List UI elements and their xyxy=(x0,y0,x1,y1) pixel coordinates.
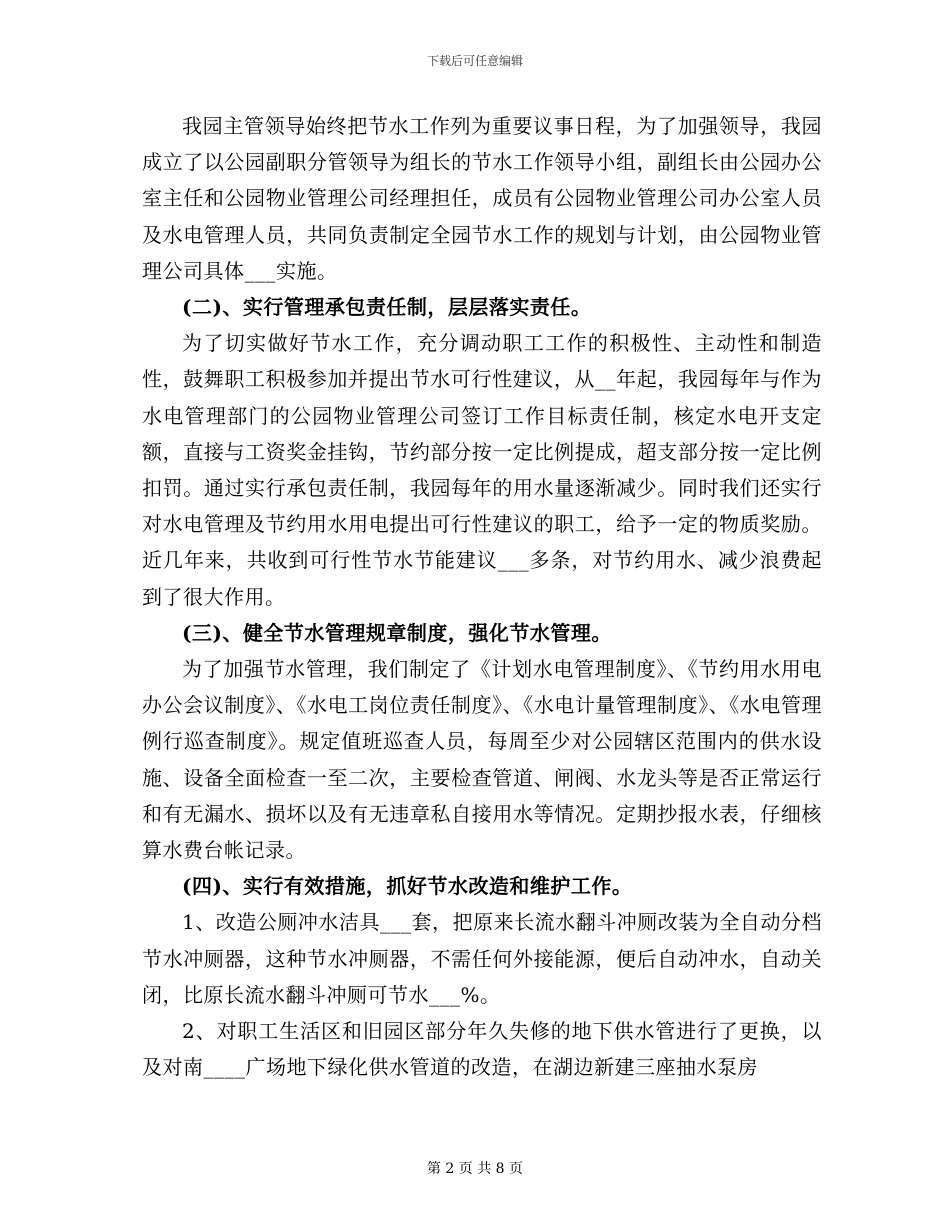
paragraph-regulations: 为了加强节水管理，我们制定了《计划水电管理制度》、《节约用水用电办公会议制度》、《水电工岗位责任制度》、《水电计量管理制度》、《水电管理例行巡查制度》。规定值班巡查人员，每周至少对公园辖区范围内的供水设施、设备全面检查一至二次，主要检查管道、闸阀、水龙头等是否正常运行和有无漏水、损坏以及有无违章私自接用水等情况。定期抄报水表，仔细核算水费台帐记录。 xyxy=(142,657,822,863)
paragraph-responsibility: 为了切实做好节水工作，充分调动职工工作的积极性、主动性和制造性，鼓舞职工积极参加并提出节水可行性建议，从__年起，我园每年与作为水电管理部门的公园物业管理公司签订工作目标责任制，核定水电开支定额，直接与工资奖金挂钩，节约部分按一定比例提成，超支部分按一定比例扣罚。通过实行承包责任制，我园每年的用水量逐渐减少。同时我们还实行对水电管理及节约用水用电提出可行性建议的职工，给予一定的物质奖励。近几年来，共收到可行性节水节能建议___多条，对节约用水、减少浪费起到了很大作用。 xyxy=(142,331,822,609)
paragraph-pipe-replacement: 2、对职工生活区和旧园区部分年久失修的地下供水管进行了更换，以及对南____广场地下绿化供水管道的改造，在湖边新建三座抽水泵房 xyxy=(142,1019,822,1080)
document-body xyxy=(142,108,822,1085)
paragraph-toilet-retrofit: 1、改造公厕冲水洁具___套，把原来长流水翻斗冲厕改装为全自动分档节水冲厕器，这种节水冲厕器，不需任何外接能源，便后自动冲水，自动关闭，比原长流水翻斗冲厕可节水___%。 xyxy=(142,910,822,1007)
section-heading-3: (三)、健全节水管理规章制度，强化节水管理。 xyxy=(182,620,612,645)
section-heading-2: (二)、实行管理承包责任制，层层落实责任。 xyxy=(182,295,592,320)
page-header: 下载后可任意编辑 xyxy=(426,54,523,68)
section-heading-4: (四)、实行有效措施，抓好节水改造和维护工作。 xyxy=(182,874,633,899)
paragraph-leadership: 我园主管领导始终把节水工作列为重要议事日程，为了加强领导，我园成立了以公园副职分管领导为组长的节水工作领导小组，副组长由公园办公室主任和公园物业管理公司经理担任，成员有公园物业管理公司办公室人员及水电管理人员，共同负责制定全园节水工作的规划与计划，由公园物业管理公司具体___实施。 xyxy=(142,114,822,283)
page-number: 第 2 页 共 8 页 xyxy=(426,1161,524,1177)
